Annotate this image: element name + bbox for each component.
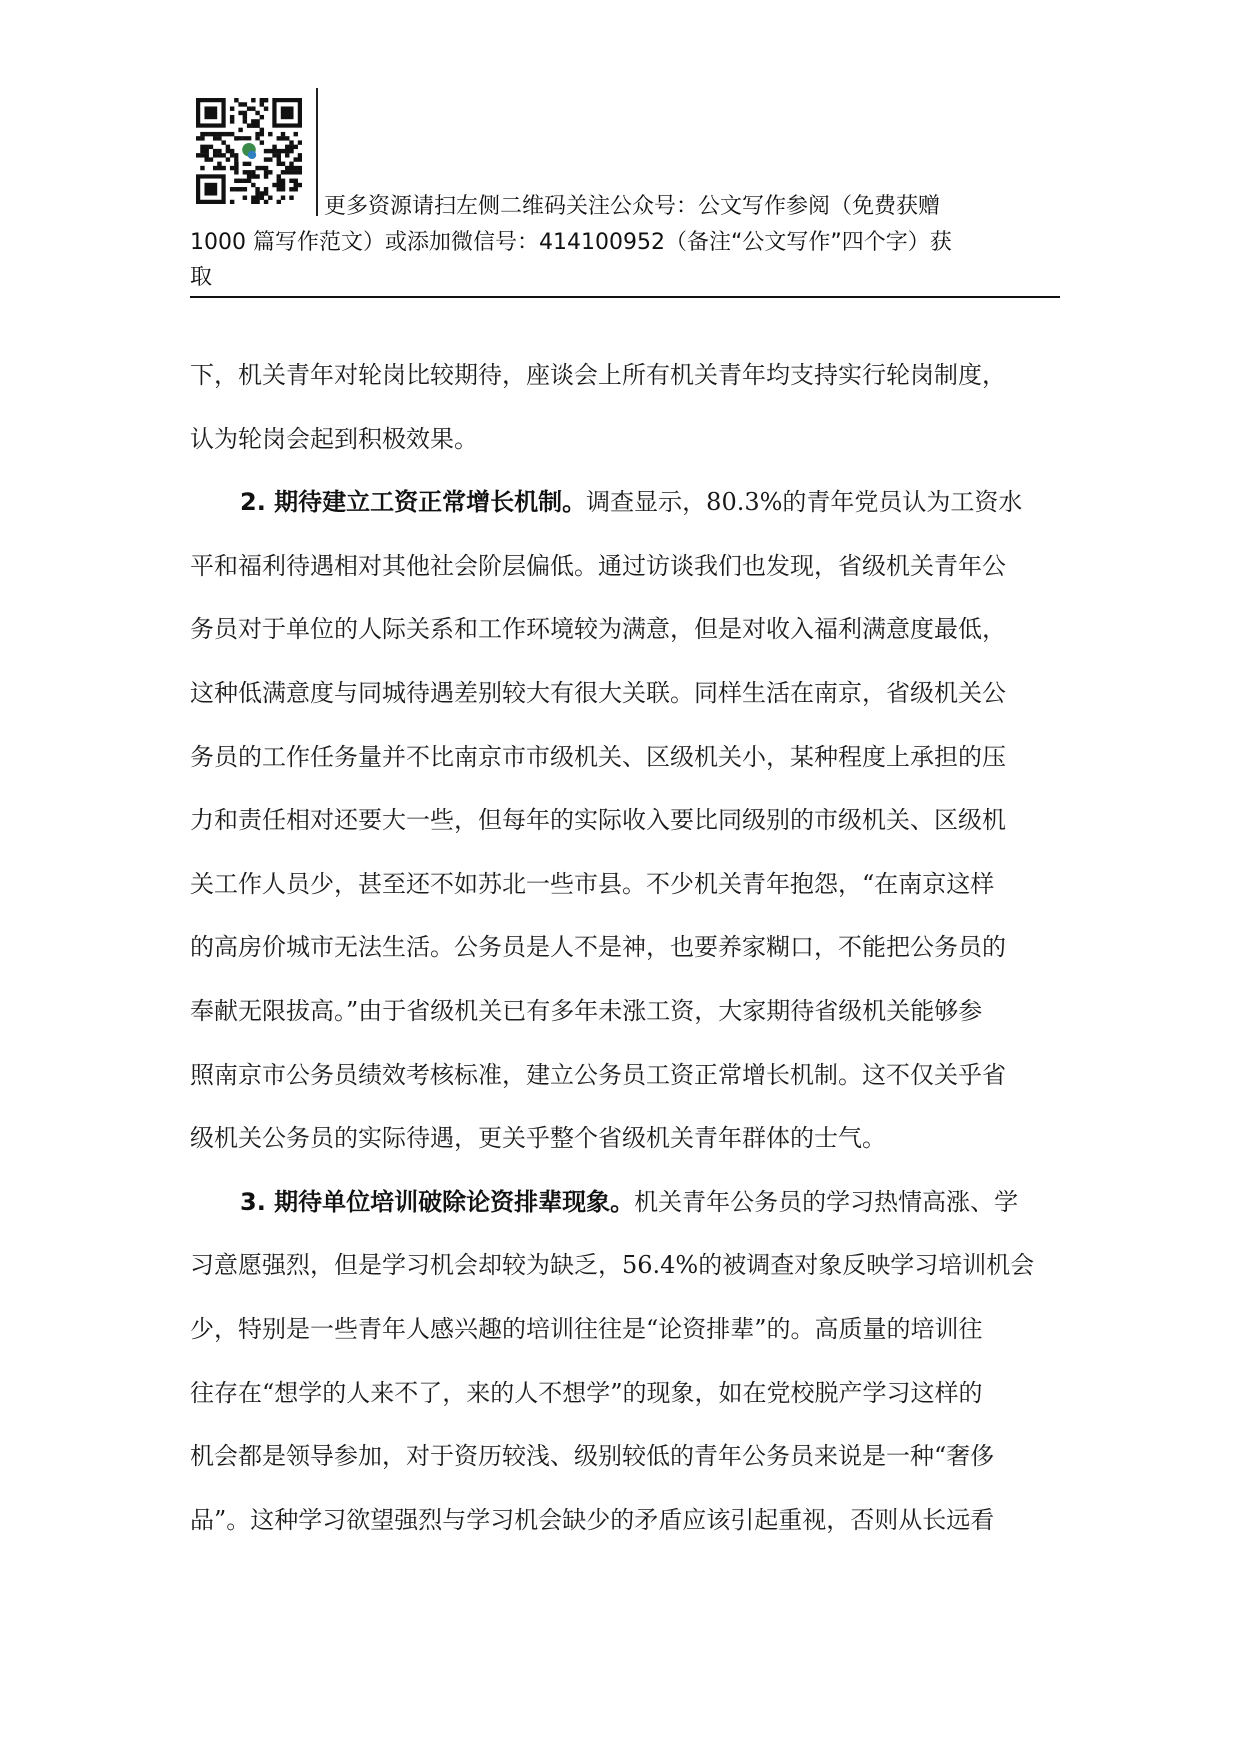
- body-line-text: 务员对于单位的人际关系和工作环境较为满意，但是对收入福利满意度最低，: [190, 615, 1006, 644]
- qr-code-image: [196, 98, 302, 204]
- header-notice-line-2: 1000 篇写作范文）或添加微信号：414100952（备注“公文写作”四个字）获: [190, 230, 952, 255]
- body-line-text: 下，机关青年对轮岗比较期待，座谈会上所有机关青年均支持实行轮岗制度，: [190, 361, 1006, 389]
- body-line: [190, 1298, 1070, 1362]
- qr-code: [196, 98, 302, 204]
- body-line: [190, 980, 1070, 1044]
- body-line-text: 关工作人员少，甚至还不如苏北一些市县。不少机关青年抱怨，“在南京这样: [190, 869, 995, 898]
- body-line-text: 平和福利待遇相对其他社会阶层偏低。通过访谈我们也发现，省级机关青年公: [190, 551, 1006, 580]
- body-line-text: 认为轮岗会起到积极效果。: [190, 424, 478, 453]
- body-line-text: 调查显示，80.3%的青年党员认为工资水: [586, 488, 1023, 517]
- header-notice-line-3: 取: [190, 265, 213, 290]
- header-horizontal-rule: [190, 296, 1060, 298]
- header-notice-line-1: 更多资源请扫左侧二维码关注公众号：公文写作参阅（免费获赠: [324, 194, 941, 219]
- body-line-text: 力和责任相对还要大一些，但每年的实际收入要比同级别的市级机关、区级机: [190, 806, 1006, 835]
- body-line-text: 品”。这种学习欲望强烈与学习机会缺少的矛盾应该引起重视，否则从长远看: [190, 1505, 995, 1534]
- body-line: [190, 344, 1070, 408]
- body-line-text: 级机关公务员的实际待遇，更关乎整个省级机关青年群体的士气。: [190, 1124, 886, 1153]
- section-heading: 3. 期待单位培训破除论资排辈现象。: [240, 1187, 635, 1216]
- body-line: [190, 471, 1070, 535]
- body-line-text: 往存在“想学的人来不了，来的人不想学”的现象，如在党校脱产学习这样的: [190, 1378, 983, 1407]
- body-line: [190, 1107, 1070, 1171]
- body-line: [190, 916, 1070, 980]
- body-line: [190, 1489, 1070, 1553]
- body-line: [190, 1362, 1070, 1426]
- body-line: [190, 535, 1070, 599]
- body-line: [190, 598, 1070, 662]
- body-line: [190, 1425, 1070, 1489]
- body-line: [190, 726, 1070, 790]
- body-line: [190, 1234, 1070, 1298]
- body-line-text: 的高房价城市无法生活。公务员是人不是神，也要养家糊口，不能把公务员的: [190, 933, 1006, 962]
- section-heading: 2. 期待建立工资正常增长机制。: [240, 488, 587, 517]
- body-line: [190, 853, 1070, 917]
- body-line: [190, 1044, 1070, 1108]
- page-header: [190, 88, 1060, 300]
- body-line: [190, 1171, 1070, 1235]
- body-line-text: 少，特别是一些青年人感兴趣的培训往往是“论资排辈”的。高质量的培训往: [190, 1314, 983, 1343]
- body-line: [190, 789, 1070, 853]
- body-line: [190, 662, 1070, 726]
- body-line-text: 这种低满意度与同城待遇差别较大有很大关联。同样生活在南京，省级机关公: [190, 678, 1006, 707]
- body-line-text: 机关青年公务员的学习热情高涨、学: [634, 1187, 1019, 1216]
- body-line-text: 机会都是领导参加，对于资历较浅、级别较低的青年公务员来说是一种“奢侈: [190, 1442, 995, 1471]
- header-vertical-divider: [316, 88, 318, 216]
- body-line-text: 务员的工作任务量并不比南京市市级机关、区级机关小，某种程度上承担的压: [190, 742, 1006, 771]
- body-line-text: 奉献无限拔高。”由于省级机关已有多年未涨工资，大家期待省级机关能够参: [190, 996, 983, 1025]
- document-body: [190, 344, 1070, 1552]
- body-line: [190, 408, 1070, 472]
- body-line-text: 习意愿强烈，但是学习机会却较为缺乏，56.4%的被调查对象反映学习培训机会: [190, 1251, 1035, 1280]
- body-line-text: 照南京市公务员绩效考核标准，建立公务员工资正常增长机制。这不仅关乎省: [190, 1060, 1006, 1089]
